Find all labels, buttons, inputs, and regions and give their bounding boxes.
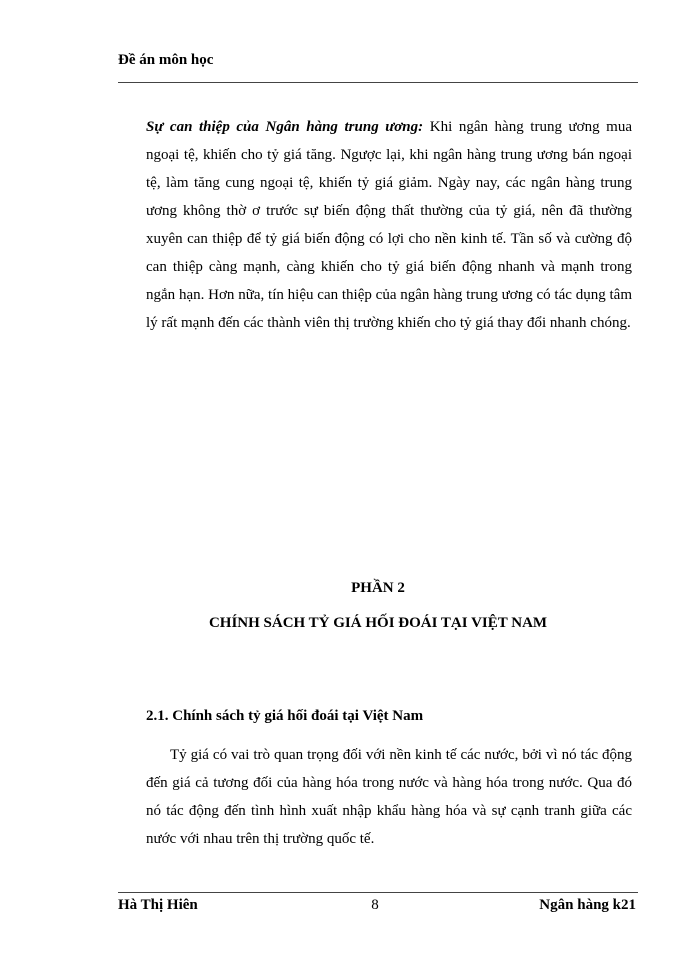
footer-class-name: Ngân hàng k21: [539, 897, 636, 913]
paragraph-body-text: Khi ngân hàng trung ương mua ngoại tệ, khiến cho tỷ giá tăng. Ngược lại, khi ngân hàng trung ương bán ngoại tệ, làm tăng cung ngoại tệ, khiến tỷ giá giảm. Ngày nay, các ngân hàng trung ương không thờ ơ trước sự biến động thất thường của tỷ giá, nên đã thường xuyên can thiệp để tỷ giá biến động có lợi cho nền kinh tế. Tần số và cường độ can thiệp càng mạnh, càng khiến cho tỷ giá biến động nhanh và mạnh trong ngắn hạn. Hơn nữa, tín hiệu can thiệp của ngân hàng trung ương có tác dụng tâm lý rất mạnh đến các thành viên thị trường khiến cho tỷ giá thay đổi nhanh chóng.: [146, 119, 632, 331]
header-divider: [118, 82, 638, 83]
paragraph-lead-phrase: Sự can thiệp của Ngân hàng trung ương:: [146, 119, 424, 135]
part-label: PHẦN 2: [351, 580, 405, 596]
footer-divider: [118, 892, 638, 893]
document-header-title: Đề án môn học: [118, 52, 214, 68]
part-title: CHÍNH SÁCH TỶ GIÁ HỐI ĐOÁI TẠI VIỆT NAM: [208, 615, 548, 631]
paragraph-central-bank-intervention: [146, 113, 632, 337]
section-heading: 2.1. Chính sách tỷ giá hối đoái tại Việt Nam: [146, 708, 424, 724]
page-number: 8: [371, 897, 379, 913]
footer-author: Hà Thị Hiên: [118, 897, 198, 913]
section-body-paragraph: Tỷ giá có vai trò quan trọng đối với nền kinh tế các nước, bởi vì nó tác động đến giá cả tương đối của hàng hóa trong nước và hàng hóa trong nước. Qua đó nó tác động đến tình hình xuất nhập khẩu hàng hóa và sự cạnh tranh giữa các nước với nhau trên thị trường quốc tế.: [146, 747, 632, 847]
